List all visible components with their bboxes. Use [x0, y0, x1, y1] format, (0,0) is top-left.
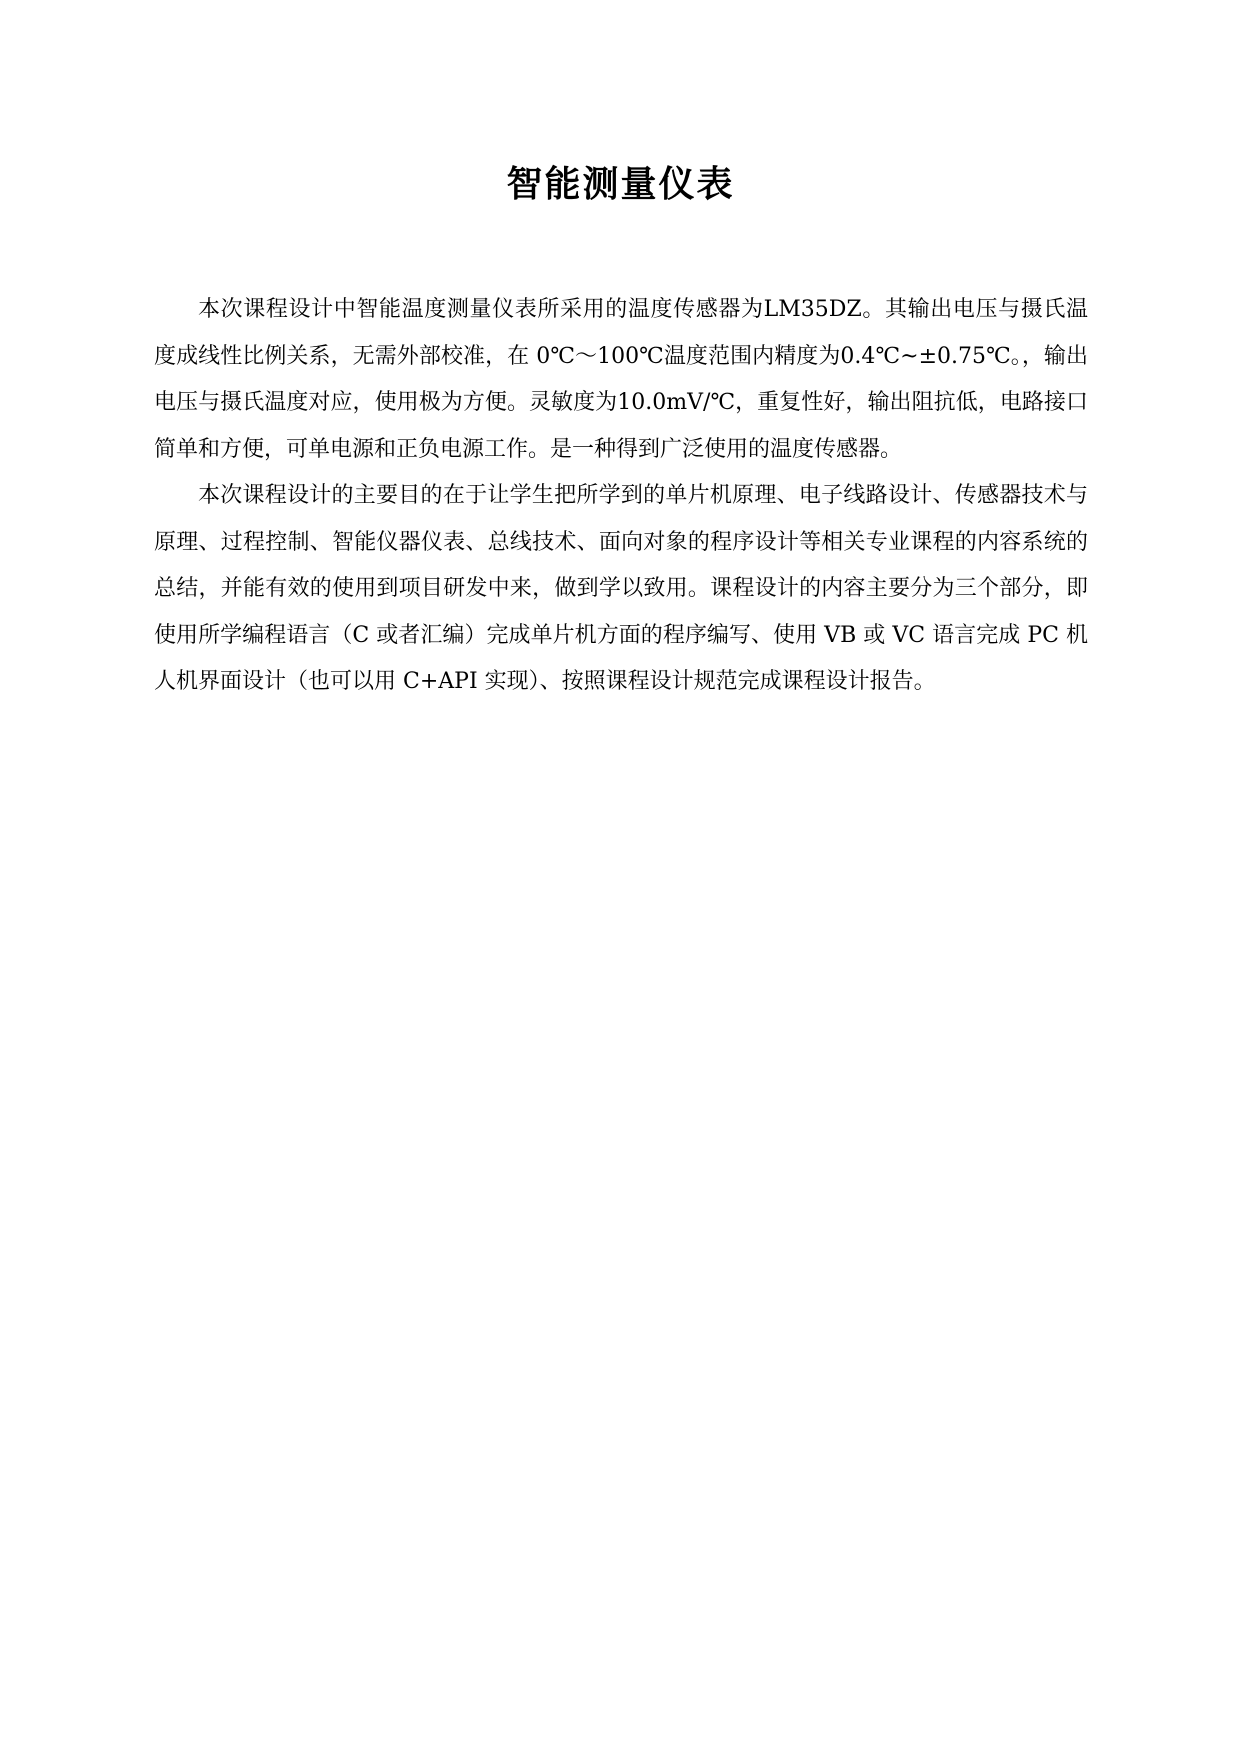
document-title: 智能测量仪表	[506, 164, 735, 205]
paragraph-sensor-intro: 本次课程设计中智能温度测量仪表所采用的温度传感器为LM35DZ。其输出电压与摄氏温度成线性比例关系，无需外部校准，在 0℃～100℃温度范围内精度为0.4℃~±0.75℃。，输出电压与摄氏温度对应，使用极为方便。灵敏度为10.0mV/℃，重复性好，输出阻抗低，电路接口简单和方便，可单电源和正负电源工作。是一种得到广泛使用的温度传感器。	[154, 297, 1088, 462]
paragraph-course-purpose: 本次课程设计的主要目的在于让学生把所学到的单片机原理、电子线路设计、传感器技术与原理、过程控制、智能仪器仪表、总线技术、面向对象的程序设计等相关专业课程的内容系统的总结，并能有效的使用到项目研发中来，做到学以致用。课程设计的内容主要分为三个部分，即使用所学编程语言（C 或者汇编）完成单片机方面的程序编写、使用 VB 或 VC 语言完成 PC 机人机界面设计（也可以用 C+API 实现）、按照课程设计规范完成课程设计报告。	[154, 483, 1088, 694]
document-body	[154, 287, 1088, 706]
